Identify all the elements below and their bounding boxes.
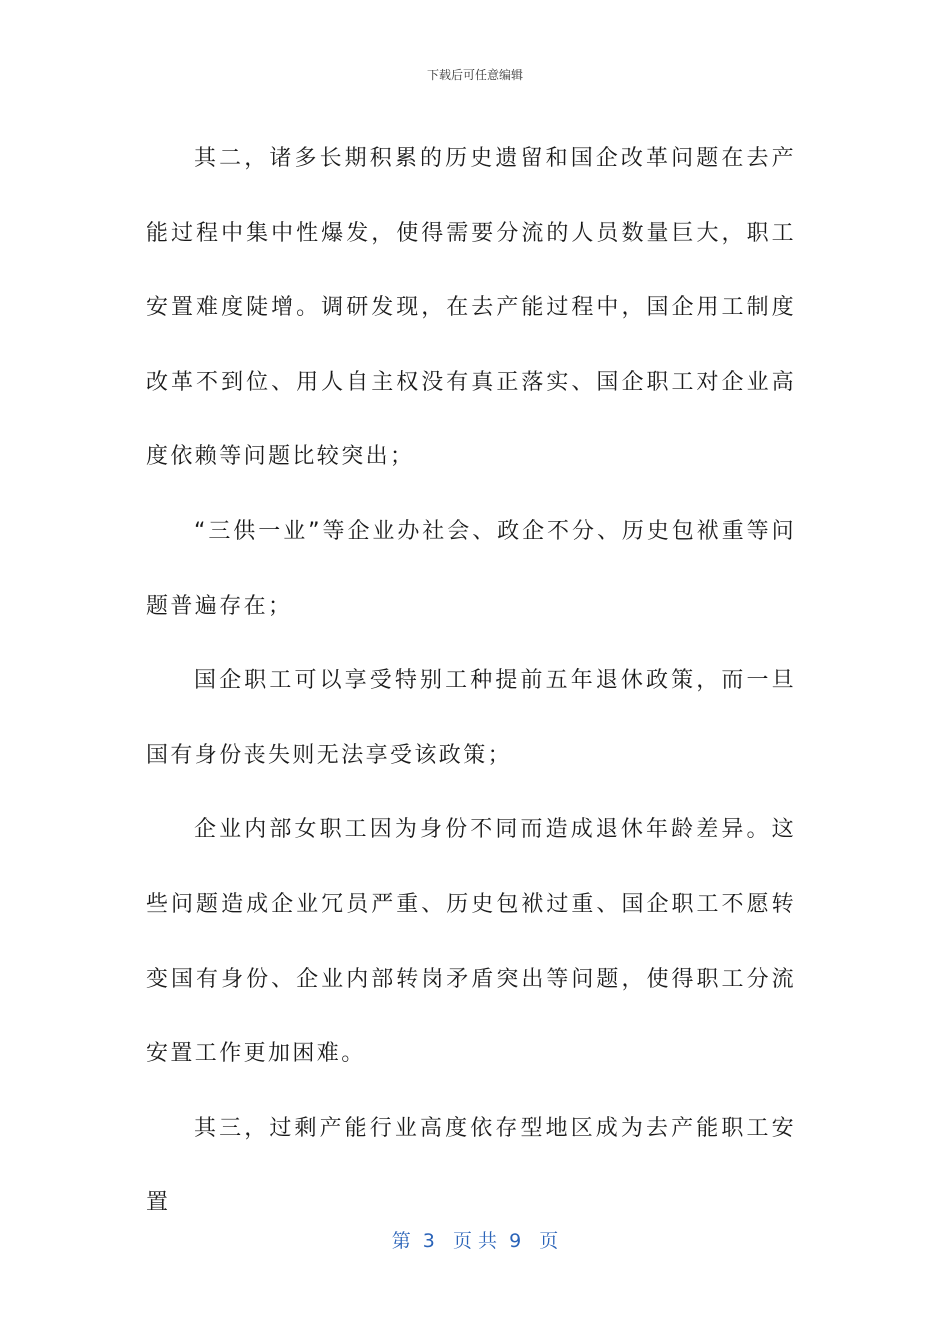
- paragraph: 其三，过剩产能行业高度依存型地区成为去产能职工安置: [146, 1115, 796, 1216]
- page-number-footer: 第 3 页 共 9 页: [391, 1230, 559, 1252]
- paragraph: 国企职工可以享受特别工种提前五年退休政策，而一旦国有身份丧失则无法享受该政策；: [146, 668, 796, 768]
- paragraph: 其二，诸多长期积累的历史遗留和国企改革问题在去产能过程中集中性爆发，使得需要分流的人员数量巨大，职工安置难度陡增。调研发现，在去产能过程中，国企用工制度改革不到位、用人自主权没有真正落实、国企职工对企业高度依赖等问题比较突出；: [146, 146, 796, 470]
- page-header-note: 下载后可任意编辑: [426, 68, 523, 82]
- paragraph: 企业内部女职工因为身份不同而造成退休年龄差异。这些问题造成企业冗员严重、历史包袱过重、国企职工不愿转变国有身份、企业内部转岗矛盾突出等问题，使得职工分流安置工作更加困难。: [146, 817, 796, 1067]
- paragraph: “三供一业”等企业办社会、政企不分、历史包袱重等问题普遍存在；: [146, 518, 796, 619]
- document-body: [146, 122, 796, 1241]
